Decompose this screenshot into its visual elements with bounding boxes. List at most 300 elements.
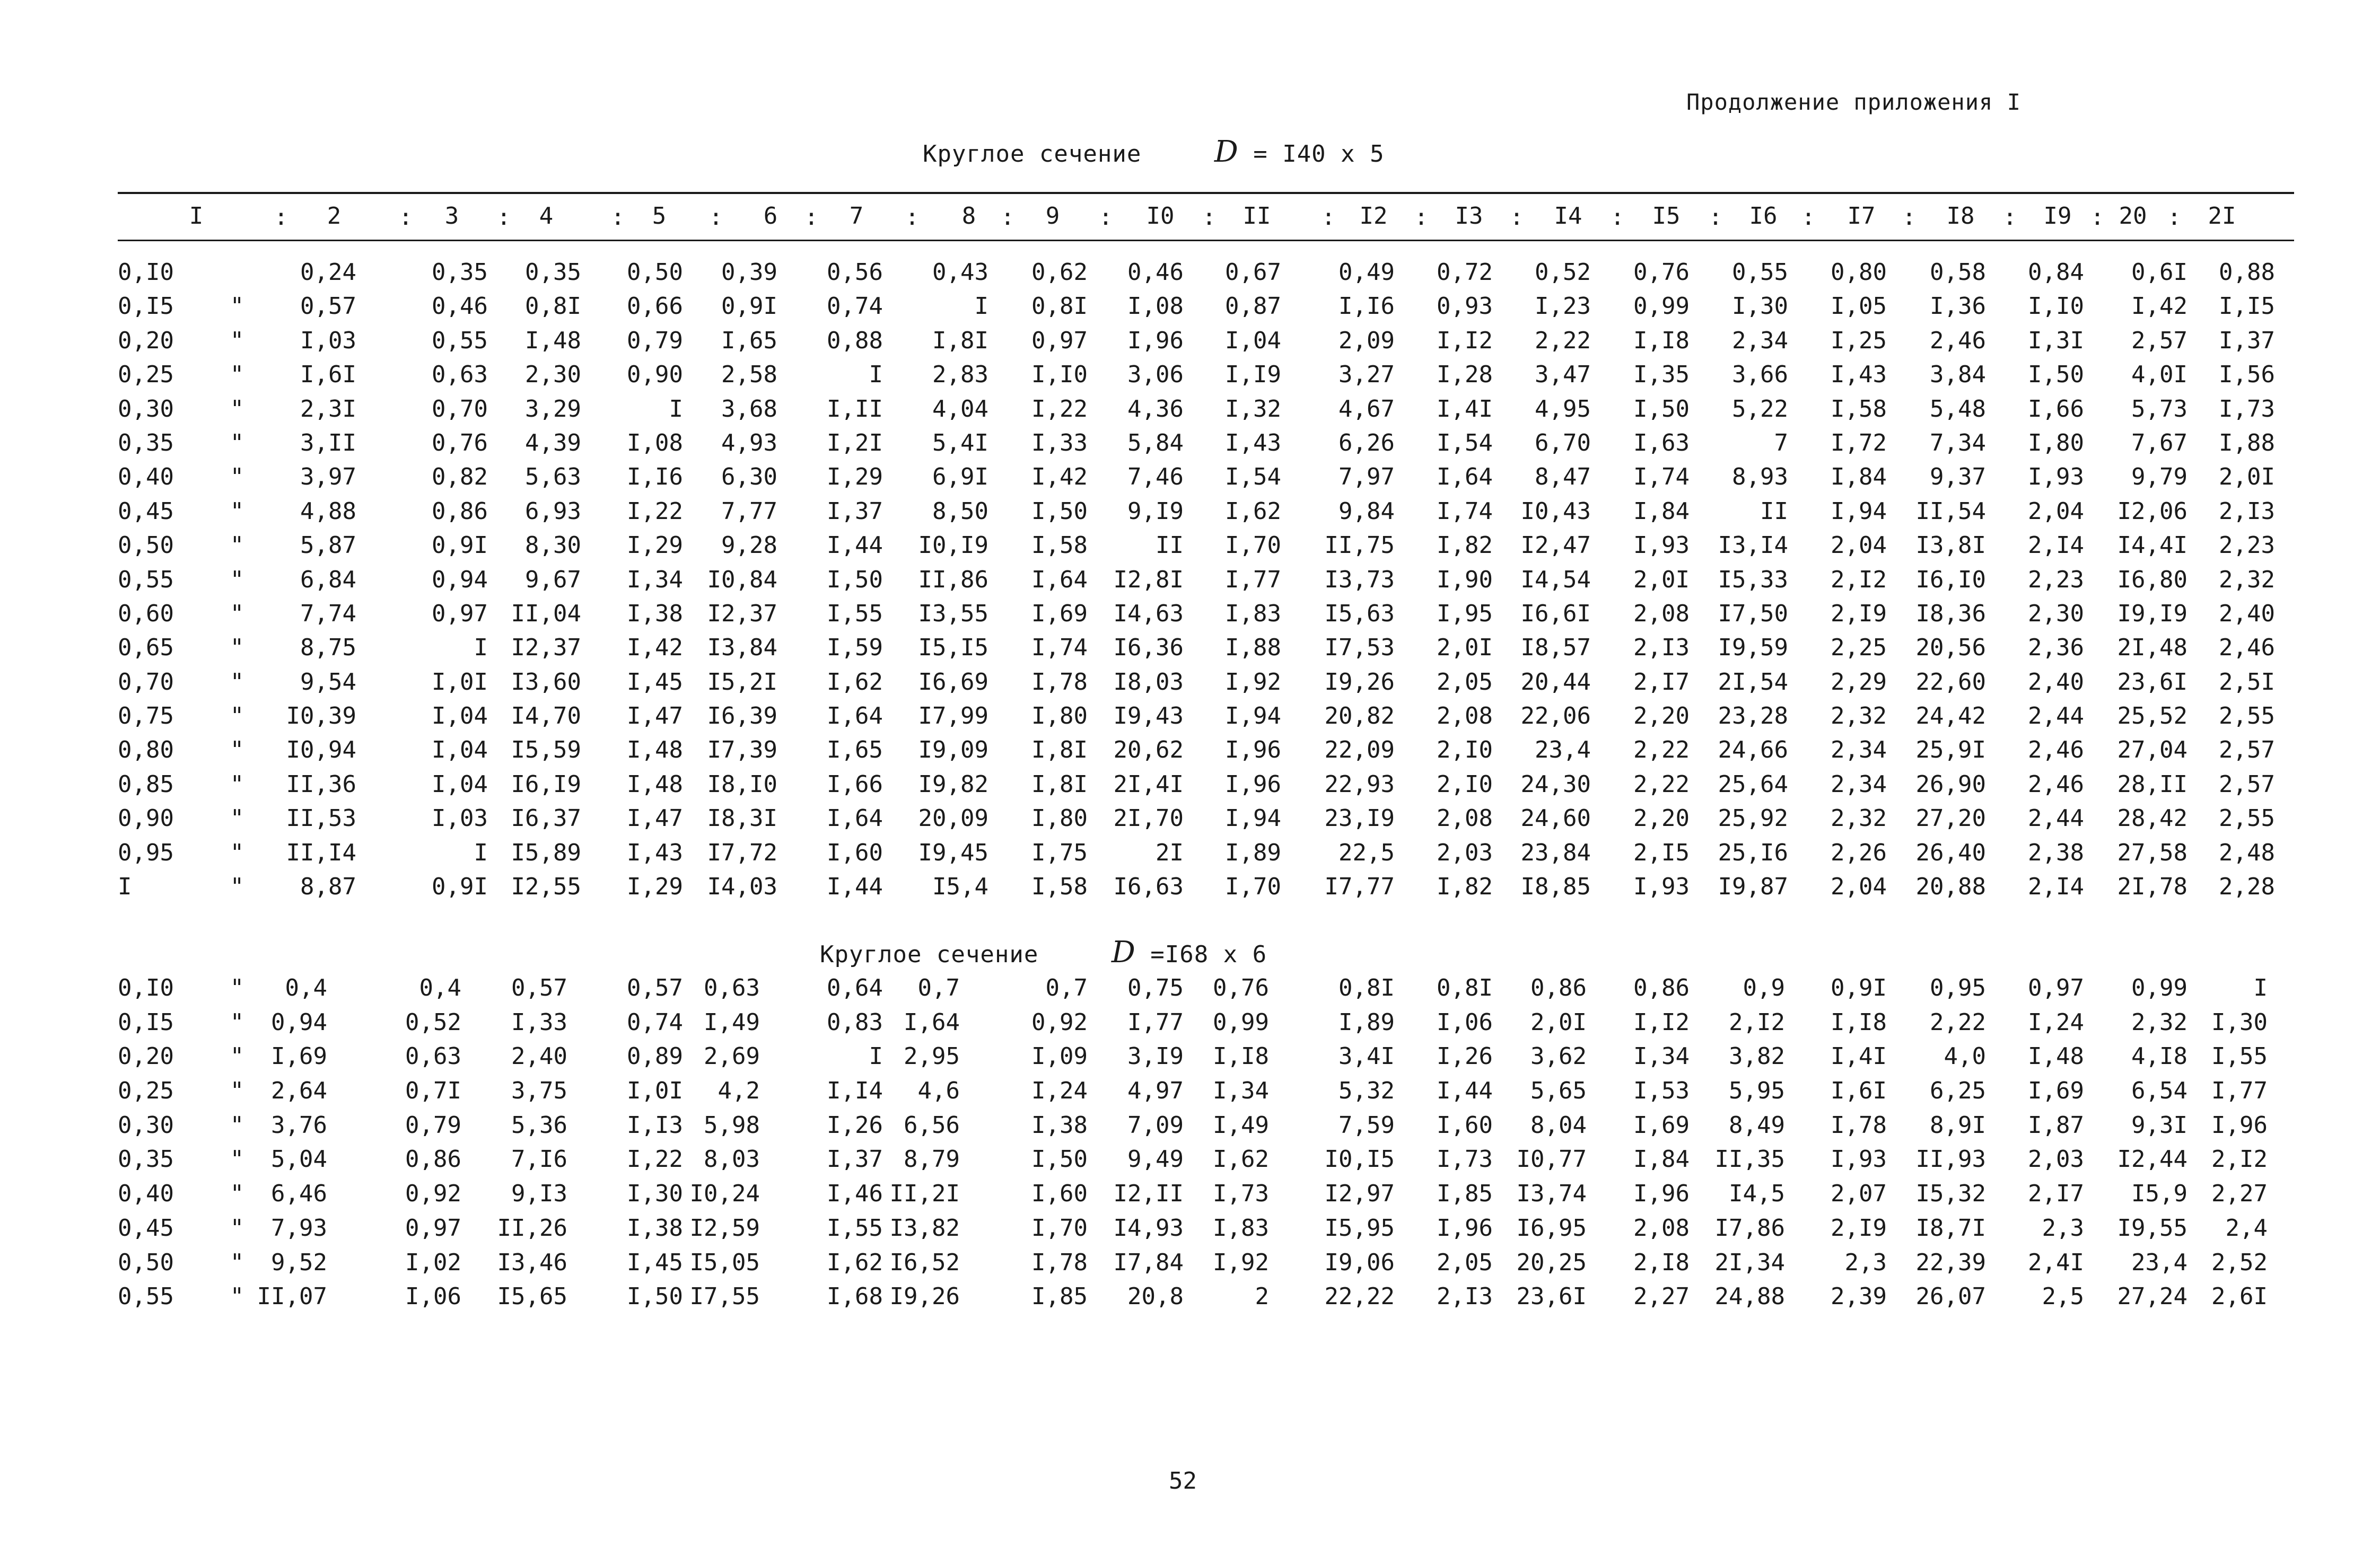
ditto-mark: " xyxy=(230,1146,244,1173)
table-cell: I5,59 xyxy=(511,736,581,764)
table-cell: I,88 xyxy=(1225,634,1281,662)
table-row xyxy=(0,498,2380,532)
ditto-mark: " xyxy=(230,497,244,525)
section-title-suffix: =I68 x 6 xyxy=(1150,941,1267,968)
table-cell: I0,I9 xyxy=(918,532,988,559)
table-cell: 0,8I xyxy=(1031,293,1088,320)
table-cell: I,26 xyxy=(827,1111,883,1139)
table-cell: I,08 xyxy=(1127,293,1184,320)
table-cell: I,55 xyxy=(2211,1043,2268,1070)
table-cell: I2,55 xyxy=(511,873,581,901)
table-cell: I,I6 xyxy=(627,463,683,491)
table-cell: 2,34 xyxy=(1831,736,1887,764)
table-row xyxy=(0,1180,2380,1215)
table-cell: II,I4 xyxy=(286,839,356,866)
table-cell: 6,93 xyxy=(525,497,581,525)
table-cell: I,96 xyxy=(1633,1180,1690,1208)
ditto-mark: " xyxy=(230,1008,244,1036)
table-cell: 2,0I xyxy=(1437,634,1493,662)
row-key-cell: 0,I0 xyxy=(118,974,174,1001)
table-cell: 0,9I xyxy=(432,873,488,901)
table-cell: 7,93 xyxy=(271,1214,327,1242)
table-cell: 0,24 xyxy=(300,259,356,286)
table-cell: 4,95 xyxy=(1535,395,1591,423)
table-cell: I4,54 xyxy=(1520,566,1591,593)
section-title-suffix: = I40 x 5 xyxy=(1253,140,1385,168)
table-cell: I,70 xyxy=(1225,873,1281,901)
table-cell: I,32 xyxy=(1225,395,1281,423)
table-cell: 0,57 xyxy=(511,974,567,1001)
table-cell: 2,40 xyxy=(2028,668,2084,696)
table-cell: I,25 xyxy=(1831,327,1887,354)
table-cell: I,77 xyxy=(2211,1077,2268,1105)
table-cell: I,43 xyxy=(1831,361,1887,389)
table-cell: 2,32 xyxy=(1831,702,1887,730)
table-cell: 2,64 xyxy=(271,1077,327,1105)
table-cell: 0,58 xyxy=(1930,259,1986,286)
table-cell: I,23 xyxy=(1535,293,1591,320)
table-row xyxy=(0,395,2380,429)
table-cell: I9,59 xyxy=(1718,634,1788,662)
table-cell: 2,27 xyxy=(2211,1180,2268,1208)
table-row xyxy=(0,1146,2380,1180)
table-cell: 8,9I xyxy=(1930,1111,1986,1139)
table-cell: 2,I3 xyxy=(1437,1283,1493,1311)
table-cell: I,82 xyxy=(1437,532,1493,559)
table-cell: I,50 xyxy=(1031,1146,1088,1173)
table-cell: I9,26 xyxy=(1324,668,1395,696)
table-cell: II,93 xyxy=(1915,1146,1986,1173)
column-separator: : xyxy=(708,204,723,231)
column-separator: : xyxy=(1509,204,1524,231)
table-cell: I,84 xyxy=(1831,463,1887,491)
table-cell: I7,72 xyxy=(707,839,777,866)
table-cell: I4,93 xyxy=(1113,1214,1184,1242)
table-cell: 2,36 xyxy=(2028,634,2084,662)
column-separator: : xyxy=(2167,204,2182,231)
ditto-mark: " xyxy=(230,1111,244,1139)
table-cell: I9,45 xyxy=(918,839,988,866)
table-cell: I,64 xyxy=(904,1008,960,1036)
table-cell: I,33 xyxy=(511,1008,567,1036)
table-cell: 2,3 xyxy=(2042,1214,2084,1242)
table-cell: I,30 xyxy=(2211,1008,2268,1036)
ditto-mark: " xyxy=(230,634,244,662)
table-cell: I,78 xyxy=(1031,668,1088,696)
table-cell: I,60 xyxy=(827,839,883,866)
table-cell: 22,60 xyxy=(1915,668,1986,696)
column-header: I6 xyxy=(1749,203,1778,230)
table-cell: 0,9I xyxy=(432,532,488,559)
table-cell: 8,50 xyxy=(932,497,988,525)
table-cell: 2,57 xyxy=(2219,736,2275,764)
table-cell: 3,62 xyxy=(1530,1043,1587,1070)
table-cell: 2,28 xyxy=(2219,873,2275,901)
table-cell: I,80 xyxy=(1031,702,1088,730)
ditto-mark: " xyxy=(230,839,244,866)
table-cell: I,4I xyxy=(1437,395,1493,423)
table-cell: I,94 xyxy=(1225,805,1281,832)
table-header-row xyxy=(0,203,2380,234)
table-cell: 0,64 xyxy=(827,974,883,1001)
table-cell: I,78 xyxy=(1831,1111,1887,1139)
table-cell: I8,I0 xyxy=(707,770,777,798)
table-cell: I,58 xyxy=(1831,395,1887,423)
table-cell: I8,3I xyxy=(707,805,777,832)
table-cell: 2,5 xyxy=(2042,1283,2084,1311)
ditto-mark: " xyxy=(230,974,244,1001)
table-cell: 7,67 xyxy=(2131,429,2188,456)
table-cell: I,50 xyxy=(1633,395,1690,423)
table-cell: I,8I xyxy=(932,327,988,354)
table-cell: 23,84 xyxy=(1520,839,1591,866)
table-cell: I,22 xyxy=(1031,395,1088,423)
table-cell: I xyxy=(2253,974,2268,1001)
table-cell: I,44 xyxy=(1437,1077,1493,1105)
table-cell: I xyxy=(869,1043,883,1070)
table-cell: I8,7I xyxy=(1915,1214,1986,1242)
table-row xyxy=(0,600,2380,634)
table-cell: I,I4 xyxy=(827,1077,883,1105)
table-cell: 8,04 xyxy=(1530,1111,1587,1139)
table-cell: 7,77 xyxy=(721,497,777,525)
table-cell: 23,I9 xyxy=(1324,805,1395,832)
table-cell: 2,I7 xyxy=(2028,1180,2084,1208)
ditto-mark: " xyxy=(230,566,244,593)
table-cell: 2 xyxy=(1255,1283,1269,1311)
table-cell: I,47 xyxy=(627,805,683,832)
table-cell: I,04 xyxy=(432,770,488,798)
table-cell: 0,74 xyxy=(627,1008,683,1036)
column-separator: : xyxy=(804,204,819,231)
table-cell: I,66 xyxy=(2028,395,2084,423)
ditto-mark: " xyxy=(230,532,244,559)
table-cell: 2,48 xyxy=(2219,839,2275,866)
table-cell: I,24 xyxy=(1031,1077,1088,1105)
table-cell: 5,84 xyxy=(1127,429,1184,456)
table-cell: I,4I xyxy=(1831,1043,1887,1070)
table-cell: I,48 xyxy=(2028,1043,2084,1070)
table-cell: 2,03 xyxy=(2028,1146,2084,1173)
table-cell: 4,93 xyxy=(721,429,777,456)
table-cell: I,92 xyxy=(1213,1249,1269,1276)
column-header: 20 xyxy=(2119,203,2147,230)
column-separator: : xyxy=(496,204,511,231)
table-cell: I9,87 xyxy=(1718,873,1788,901)
column-header: I7 xyxy=(1847,203,1876,230)
table-cell: I0,39 xyxy=(286,702,356,730)
table-cell: 2,I2 xyxy=(2211,1146,2268,1173)
table-cell: 2,44 xyxy=(2028,702,2084,730)
table-cell: 2,6I xyxy=(2211,1283,2268,1311)
table-cell: 20,56 xyxy=(1915,634,1986,662)
table-cell: I,65 xyxy=(721,327,777,354)
table-cell: 9,37 xyxy=(1930,463,1986,491)
table-cell: I,84 xyxy=(1633,497,1690,525)
table-cell: 8,93 xyxy=(1732,463,1788,491)
table-cell: 0,9I xyxy=(1831,974,1887,1001)
row-key-cell: 0,25 xyxy=(118,361,174,389)
table-cell: I,87 xyxy=(2028,1111,2084,1139)
table-cell: 0,79 xyxy=(627,327,683,354)
row-key-cell: 0,95 xyxy=(118,839,174,866)
row-key-cell: 0,20 xyxy=(118,327,174,354)
row-key-cell: 0,55 xyxy=(118,566,174,593)
table-cell: I,60 xyxy=(1437,1111,1493,1139)
table-cell: 23,4 xyxy=(2131,1249,2188,1276)
table-cell: 22,5 xyxy=(1338,839,1395,866)
table-cell: 2,40 xyxy=(511,1043,567,1070)
table-cell: 0,99 xyxy=(1633,293,1690,320)
table-cell: 5,73 xyxy=(2131,395,2188,423)
table-cell: 8,47 xyxy=(1535,463,1591,491)
table-cell: 2,69 xyxy=(704,1043,760,1070)
table-cell: 2,3 xyxy=(1844,1249,1887,1276)
table-cell: 2,I2 xyxy=(1729,1008,1785,1036)
table-cell: 3,82 xyxy=(1729,1043,1785,1070)
column-header: 2 xyxy=(327,203,342,230)
table-cell: 0,63 xyxy=(432,361,488,389)
table-cell: I4,4I xyxy=(2117,532,2188,559)
table-cell: 7,74 xyxy=(300,600,356,627)
table-cell: I9,43 xyxy=(1113,702,1184,730)
table-cell: 7,97 xyxy=(1338,463,1395,491)
table-cell: I5,05 xyxy=(689,1249,760,1276)
ditto-mark: " xyxy=(230,873,244,901)
table-cell: 3,47 xyxy=(1535,361,1591,389)
table-cell: 23,4 xyxy=(1535,736,1591,764)
table-cell: 2,I2 xyxy=(1831,566,1887,593)
table-cell: 5,4I xyxy=(932,429,988,456)
table-cell: I8,03 xyxy=(1113,668,1184,696)
table-cell: I,92 xyxy=(1225,668,1281,696)
table-cell: 2,22 xyxy=(1633,736,1690,764)
table-cell: II,2I xyxy=(889,1180,960,1208)
table-cell: 3,66 xyxy=(1732,361,1788,389)
table-cell: I,34 xyxy=(627,566,683,593)
table-row xyxy=(0,669,2380,702)
section-title-d168 xyxy=(820,935,1267,970)
table-cell: 2,30 xyxy=(2028,600,2084,627)
table-cell: 8,49 xyxy=(1729,1111,1785,1139)
table-cell: I,30 xyxy=(627,1180,683,1208)
table-cell: 2,46 xyxy=(1930,327,1986,354)
column-header: 8 xyxy=(961,203,976,230)
column-header: I5 xyxy=(1652,203,1681,230)
table-cell: I,94 xyxy=(1225,702,1281,730)
table-cell: 20,44 xyxy=(1520,668,1591,696)
table-cell: 6,70 xyxy=(1535,429,1591,456)
table-cell: 0,86 xyxy=(1530,974,1587,1001)
column-separator: : xyxy=(1801,204,1816,231)
table-cell: I0,84 xyxy=(707,566,777,593)
table-cell: 5,63 xyxy=(525,463,581,491)
table-cell: 2,03 xyxy=(1437,839,1493,866)
table-cell: 2,95 xyxy=(904,1043,960,1070)
table-cell: 2,0I xyxy=(1633,566,1690,593)
table-cell: 2,08 xyxy=(1633,1214,1690,1242)
ditto-mark: " xyxy=(230,463,244,491)
table-cell: 7,I6 xyxy=(511,1146,567,1173)
table-cell: 0,70 xyxy=(432,395,488,423)
row-key-cell: 0,45 xyxy=(118,497,174,525)
table-cell: I,50 xyxy=(627,1283,683,1311)
table-cell: I,72 xyxy=(1831,429,1887,456)
table-cell: I,62 xyxy=(827,1249,883,1276)
table-cell: I,49 xyxy=(704,1008,760,1036)
table-cell: 6,84 xyxy=(300,566,356,593)
table-cell: 0,62 xyxy=(1031,259,1088,286)
column-separator: : xyxy=(1202,204,1217,231)
column-separator: : xyxy=(610,204,625,231)
table-top-rule xyxy=(118,192,2294,194)
table-cell: II,54 xyxy=(1915,497,1986,525)
table-cell: 9,84 xyxy=(1338,497,1395,525)
table-cell: 0,97 xyxy=(2028,974,2084,1001)
table-cell: I,50 xyxy=(827,566,883,593)
column-header: II xyxy=(1242,203,1271,230)
column-separator: : xyxy=(1321,204,1336,231)
table-cell: I,70 xyxy=(1031,1214,1088,1242)
column-separator: : xyxy=(1000,204,1015,231)
table-cell: 2I,34 xyxy=(1714,1249,1785,1276)
table-cell: I0,24 xyxy=(689,1180,760,1208)
row-key-cell: 0,20 xyxy=(118,1043,174,1070)
table-block-d168 xyxy=(0,974,2380,1317)
table-cell: 0,76 xyxy=(1213,974,1269,1001)
table-cell: 0,35 xyxy=(525,259,581,286)
table-cell: 0,63 xyxy=(405,1043,461,1070)
table-cell: II xyxy=(1760,497,1788,525)
table-cell: I,I9 xyxy=(1225,361,1281,389)
table-cell: 6,54 xyxy=(2131,1077,2188,1105)
table-cell: I,53 xyxy=(1633,1077,1690,1105)
table-cell: I,58 xyxy=(1031,532,1088,559)
table-cell: 0,82 xyxy=(432,463,488,491)
row-key-cell: 0,50 xyxy=(118,532,174,559)
ditto-mark: " xyxy=(230,1249,244,1276)
row-key-cell: 0,75 xyxy=(118,702,174,730)
table-cell: I,36 xyxy=(1930,293,1986,320)
table-cell: I,82 xyxy=(1437,873,1493,901)
table-cell: I,93 xyxy=(2028,463,2084,491)
table-cell: 4,04 xyxy=(932,395,988,423)
table-cell: 8,79 xyxy=(904,1146,960,1173)
table-cell: 4,88 xyxy=(300,497,356,525)
table-cell: 4,36 xyxy=(1127,395,1184,423)
table-cell: 3,84 xyxy=(1930,361,1986,389)
table-cell: I7,84 xyxy=(1113,1249,1184,1276)
table-cell: I3,55 xyxy=(918,600,988,627)
ditto-mark: " xyxy=(230,429,244,456)
row-key-cell: 0,35 xyxy=(118,429,174,456)
column-header: 2I xyxy=(2208,203,2236,230)
table-cell: I5,65 xyxy=(497,1283,567,1311)
table-cell: I3,46 xyxy=(497,1249,567,1276)
table-cell: I2,97 xyxy=(1324,1180,1395,1208)
table-row xyxy=(0,1283,2380,1317)
table-cell: I,64 xyxy=(1031,566,1088,593)
table-cell: I,I8 xyxy=(1633,327,1690,354)
table-row xyxy=(0,1077,2380,1112)
row-key-cell: 0,30 xyxy=(118,395,174,423)
row-key-cell: 0,60 xyxy=(118,600,174,627)
table-cell: I2,44 xyxy=(2117,1146,2188,1173)
table-cell: 2,32 xyxy=(2219,566,2275,593)
table-cell: I7,39 xyxy=(707,736,777,764)
table-cell: 2,09 xyxy=(1338,327,1395,354)
table-cell: I,34 xyxy=(1213,1077,1269,1105)
row-key-cell: 0,45 xyxy=(118,1214,174,1242)
table-cell: 0,94 xyxy=(432,566,488,593)
table-cell: I,37 xyxy=(827,1146,883,1173)
table-cell: 7,34 xyxy=(1930,429,1986,456)
table-cell: 0,57 xyxy=(300,293,356,320)
table-cell: I5,89 xyxy=(511,839,581,866)
table-cell: 2,08 xyxy=(1633,600,1690,627)
table-header-bottom-rule xyxy=(118,240,2294,241)
ditto-mark: " xyxy=(230,1077,244,1105)
table-cell: I6,I0 xyxy=(1915,566,1986,593)
table-cell: I,8I xyxy=(1031,736,1088,764)
table-cell: I,56 xyxy=(2219,361,2275,389)
table-cell: I,8I xyxy=(1031,770,1088,798)
row-key-cell: 0,I0 xyxy=(118,259,174,286)
column-header: 7 xyxy=(849,203,864,230)
table-row xyxy=(0,463,2380,497)
table-cell: II,35 xyxy=(1714,1146,1785,1173)
table-cell: 9,I9 xyxy=(1127,497,1184,525)
table-cell: 2,I9 xyxy=(1831,1214,1887,1242)
table-cell: 2,I4 xyxy=(2028,532,2084,559)
table-cell: I,38 xyxy=(627,600,683,627)
table-cell: 0,88 xyxy=(827,327,883,354)
table-cell: 0,52 xyxy=(405,1008,461,1036)
table-cell: I,22 xyxy=(627,497,683,525)
table-cell: I,93 xyxy=(1633,873,1690,901)
table-cell: I7,86 xyxy=(1714,1214,1785,1242)
table-cell: I,48 xyxy=(525,327,581,354)
table-cell: 2,23 xyxy=(2028,566,2084,593)
table-cell: 0,84 xyxy=(2028,259,2084,286)
table-cell: I3,73 xyxy=(1324,566,1395,593)
table-cell: 0,79 xyxy=(405,1111,461,1139)
table-cell: 22,06 xyxy=(1520,702,1591,730)
table-row xyxy=(0,429,2380,463)
table-cell: I,38 xyxy=(1031,1111,1088,1139)
table-cell: I,33 xyxy=(1031,429,1088,456)
table-cell: 2,32 xyxy=(1831,805,1887,832)
table-cell: 2,I0 xyxy=(1437,736,1493,764)
table-cell: 2I,54 xyxy=(1718,668,1788,696)
table-cell: 2,57 xyxy=(2219,770,2275,798)
row-key-cell: 0,90 xyxy=(118,805,174,832)
table-cell: I2,06 xyxy=(2117,497,2188,525)
table-cell: 2,46 xyxy=(2028,770,2084,798)
ditto-mark: " xyxy=(230,1043,244,1070)
table-cell: I6,80 xyxy=(2117,566,2188,593)
table-cell: 24,66 xyxy=(1718,736,1788,764)
table-cell: 2,I4 xyxy=(2028,873,2084,901)
table-cell: 2I,78 xyxy=(2117,873,2188,901)
table-cell: I,22 xyxy=(627,1146,683,1173)
table-cell: I,69 xyxy=(271,1043,327,1070)
table-cell: I,34 xyxy=(1633,1043,1690,1070)
ditto-mark: " xyxy=(230,736,244,764)
table-cell: I,48 xyxy=(627,770,683,798)
table-cell: 20,25 xyxy=(1516,1249,1587,1276)
table-cell: 2,55 xyxy=(2219,805,2275,832)
